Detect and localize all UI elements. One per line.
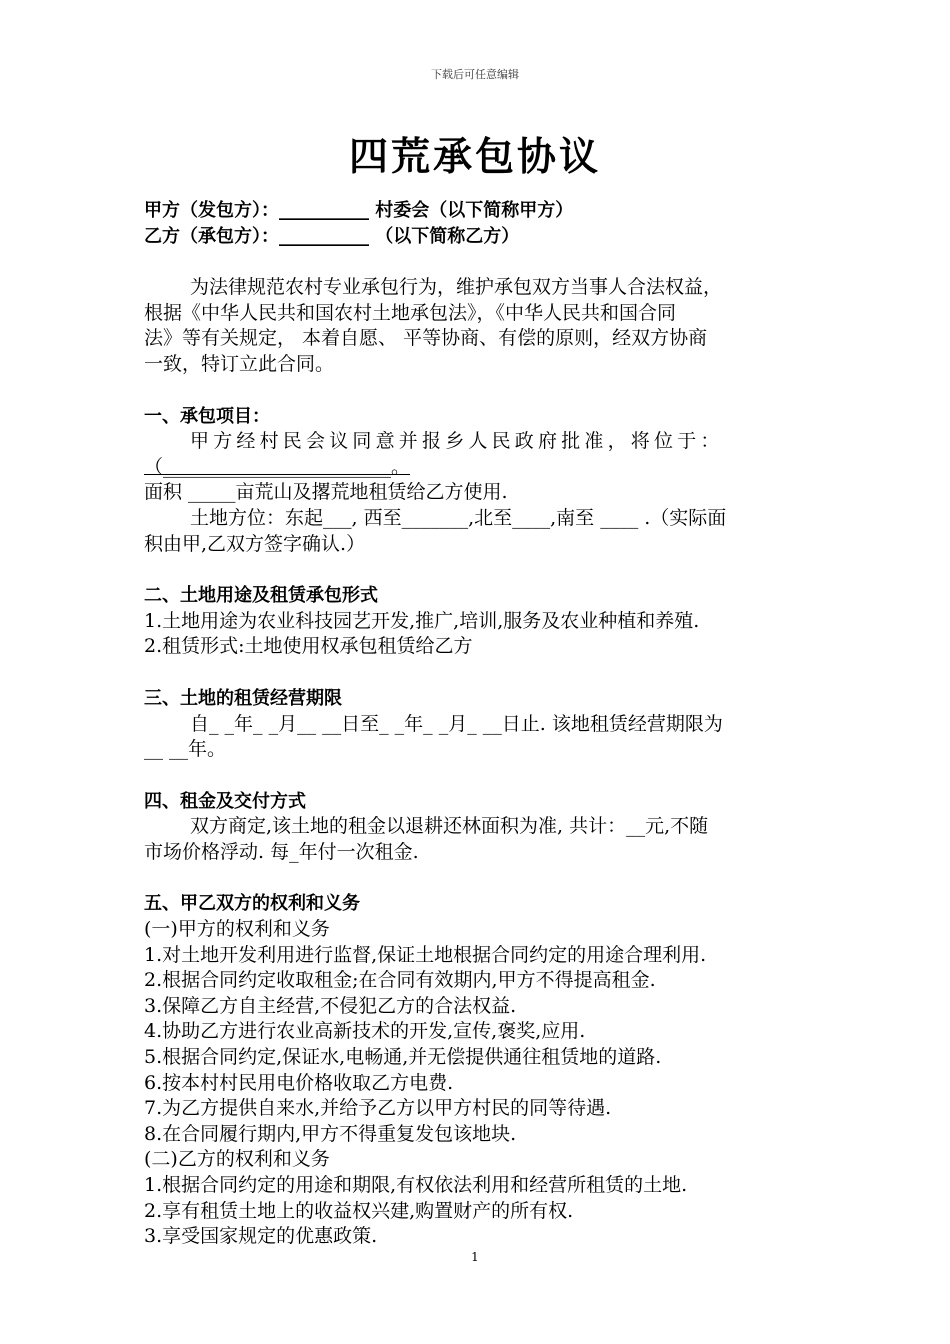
page-number: 1	[471, 1250, 479, 1264]
section-heading: 四、租金及交付方式	[144, 790, 306, 812]
party-b-line: 乙方（承包方）：__________ （以下简称乙方）	[144, 225, 520, 247]
list-item: 1.对土地开发利用进行监督,保证土地根据合同约定的用途合理利用.	[144, 943, 707, 966]
section-heading: 一、承包项目：	[144, 405, 270, 427]
preamble-line: 根据《中华人民共和国农村土地承包法》，《中华人民共和国合同	[144, 301, 677, 324]
list-item: 3.享受国家规定的优惠政策.	[144, 1225, 378, 1248]
section-line: 面积 _____亩荒山及撂荒地租赁给乙方使用.	[144, 481, 508, 504]
section-line: 1.土地用途为农业科技园艺开发,推广,培训,服务及农业种植和养殖.	[144, 609, 700, 632]
section-heading: 三、土地的租赁经营期限	[144, 687, 342, 709]
section-line: __ __年。	[144, 738, 227, 761]
list-item: 8.在合同履行期内,甲方不得重复发包该地块.	[144, 1122, 517, 1145]
subsection-heading: (一)甲方的权利和义务	[144, 918, 330, 941]
section-heading: 二、土地用途及租赁承包形式	[144, 585, 378, 607]
list-item: 7.为乙方提供自来水,并给予乙方以甲方村民的同等待遇.	[144, 1097, 612, 1120]
subsection-heading: (二)乙方的权利和义务	[144, 1148, 330, 1171]
list-item: 1.根据合同约定的用途和期限,有权依法利用和经营所租赁的土地.	[144, 1174, 688, 1196]
section-line: 双方商定,该土地的租金以退耕还林面积为准, 共计：__元,不随	[190, 815, 709, 838]
section-line: 市场价格浮动. 每_年付一次租金.	[144, 840, 419, 863]
list-item: 3.保障乙方自主经营,不侵犯乙方的合法权益.	[144, 994, 517, 1017]
list-item: 4.协助乙方进行农业高新技术的开发,宣传,褒奖,应用.	[144, 1020, 586, 1043]
list-item: 2.根据合同约定收取租金;在合同有效期内,甲方不得提高租金.	[144, 969, 656, 992]
list-item: 2.享有租赁土地上的收益权兴建,购置财产的所有权.	[144, 1199, 574, 1222]
preamble-line: 法》等有关规定， 本着自愿、 平等协商、有偿的原则，经双方协商	[144, 327, 708, 350]
section-line: 土地方位：东起___, 西至_______,北至____,南至 ____ .（实际面	[190, 506, 727, 529]
document-title: 四荒承包协议	[348, 135, 601, 180]
list-item: 5.根据合同约定,保证水,电畅通,并无偿提供通往租赁地的道路.	[144, 1046, 662, 1069]
section-line: 自_ _年_ _月__ __日至_ _年_ _月_ __日止. 该地租赁经营期限为	[190, 712, 723, 735]
section-line: 2.租赁形式:土地使用权承包租赁给乙方	[144, 635, 473, 658]
section-line: 甲方经村民会议同意并报乡人民政府批准，将位于：	[190, 430, 724, 453]
document-body	[144, 198, 808, 1250]
section-heading: 五、甲乙双方的权利和义务	[144, 893, 360, 915]
section-line: 积由甲,乙双方签字确认.）	[144, 532, 366, 555]
list-item: 6.按本村村民用电价格收取乙方电费.	[144, 1071, 454, 1094]
preamble-line: 为法律规范农村专业承包行为，维护承包双方当事人合法权益，	[190, 276, 723, 299]
header-note: 下载后可任意编辑	[431, 68, 519, 81]
location-blank: （________________________。	[144, 455, 411, 478]
preamble-line: 一致，特订立此合同。	[144, 352, 335, 375]
party-a-line: 甲方（发包方）：__________ 村委会（以下简称甲方）	[144, 200, 574, 221]
